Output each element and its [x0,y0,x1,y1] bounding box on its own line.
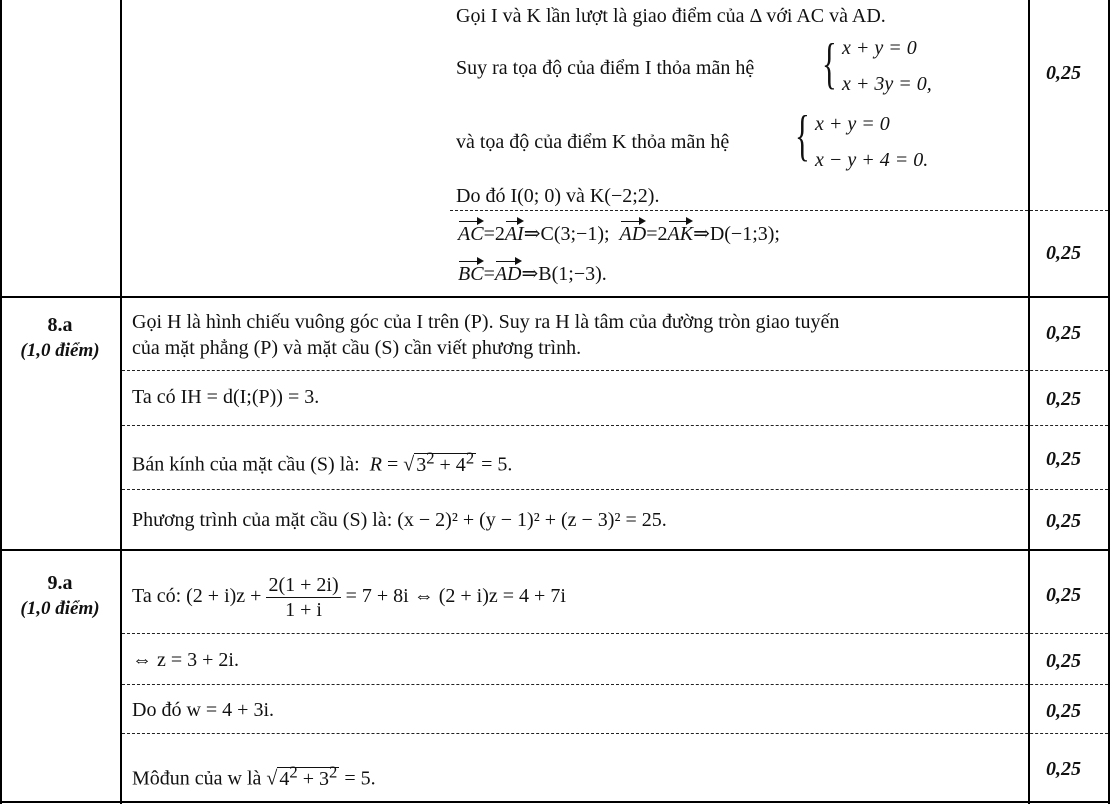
question-number: 8.a [47,314,73,336]
vector-line1-tail2: ⇒D(−1;3); [693,223,780,245]
modulus-label: Môđun của w là [132,767,262,790]
score-value: 0,25 [1046,322,1081,344]
equation-suffix: = 7 + 8i ⇔ (2 + i)z = 4 + 7i [345,585,566,607]
row8-line1: Gọi H là hình chiếu vuông góc của I trên (P). Suy ra H là tâm của đường tròn giao tuyến [132,311,840,333]
question-number: 9.a [47,572,73,594]
row7-line3-prefix: và tọa độ của điểm K thỏa mãn hệ [456,131,730,153]
score-value: 0,25 [1046,510,1081,532]
score-value: 0,25 [1046,700,1081,722]
row7-vector-line2: BC=AD⇒B(1;−3). [458,263,607,285]
row8-line4: Bán kính của mặt cầu (S) là: R = √ $3^2 + 4^2 = 5$. [132,448,513,476]
vector-line2-tail: ⇒B(1;−3). [521,263,607,285]
row9-line4: Môđun của w là √ $4^2 + 3^2 = 5$. [132,762,376,790]
question-label [0,312,120,364]
system2-eq1: x + y = 0 [815,113,890,135]
system1-eq1: x + y = 0 [842,37,917,59]
equation-prefix: Ta có: (2 + i)z + [132,585,262,607]
dashed-separator [122,733,1108,734]
table-left-border [0,0,2,804]
score-value: 0,25 [1046,758,1081,780]
row7-line2-prefix: Suy ra tọa độ của điểm I thỏa mãn hệ [456,57,755,79]
question-points: (1,0 điểm) [20,598,100,619]
row-divider-7-8 [0,296,1110,298]
row7-line1: Gọi I và K lần lượt là giao điểm của Δ với AC và AD. [456,5,886,27]
score-value: 0,25 [1046,388,1081,410]
row8-line3: Ta có IH = d(I;(P)) = 3. [132,386,320,408]
question-points: (1,0 điểm) [20,340,100,361]
score-value: 0,25 [1046,584,1081,606]
row9-line2: ⇔ z = 3 + 2i. [132,649,239,671]
fraction-denominator: 1 + i [285,598,322,621]
row7-line4: Do đó I(0; 0) và K(−2;2). [456,185,660,207]
score-value: 0,25 [1046,448,1081,470]
radius-label: Bán kính của mặt cầu (S) là: [132,453,360,476]
vector-line1-tail1: ⇒C(3;−1); [523,223,610,245]
table-bottom-border [0,801,1110,803]
dashed-separator [122,684,1108,685]
row-divider-8-9 [0,549,1110,551]
table-right-border [1108,0,1110,804]
row9-line3: Do đó w = 4 + 3i. [132,699,275,721]
dashed-separator [450,210,1108,211]
dashed-separator [122,425,1108,426]
question-label [0,570,120,622]
row7-vector-line1: AC=2AI⇒C(3;−1); AD=2AK⇒D(−1;3); [458,223,780,245]
dashed-separator [122,633,1108,634]
system-brace-icon: { [822,33,837,95]
score-value: 0,25 [1046,62,1081,84]
score-value: 0,25 [1046,650,1081,672]
score-value: 0,25 [1046,242,1081,264]
row9-line1 [132,570,566,622]
fraction-numerator: 2(1 + 2i) [268,573,339,596]
system-brace-icon: { [795,105,810,167]
system1-eq2: x + 3y = 0, [842,73,932,95]
system2-eq2: x − y + 4 = 0. [815,149,929,171]
row8-line5: Phương trình của mặt cầu (S) là: (x − 2)² + (y − 1)² + (z − 3)² = 25. [132,509,667,531]
row8-line2: của mặt phẳng (P) và mặt cầu (S) cần viết phương trình. [132,337,582,359]
fraction [266,573,340,622]
dashed-separator [122,370,1108,371]
dashed-separator [122,489,1108,490]
